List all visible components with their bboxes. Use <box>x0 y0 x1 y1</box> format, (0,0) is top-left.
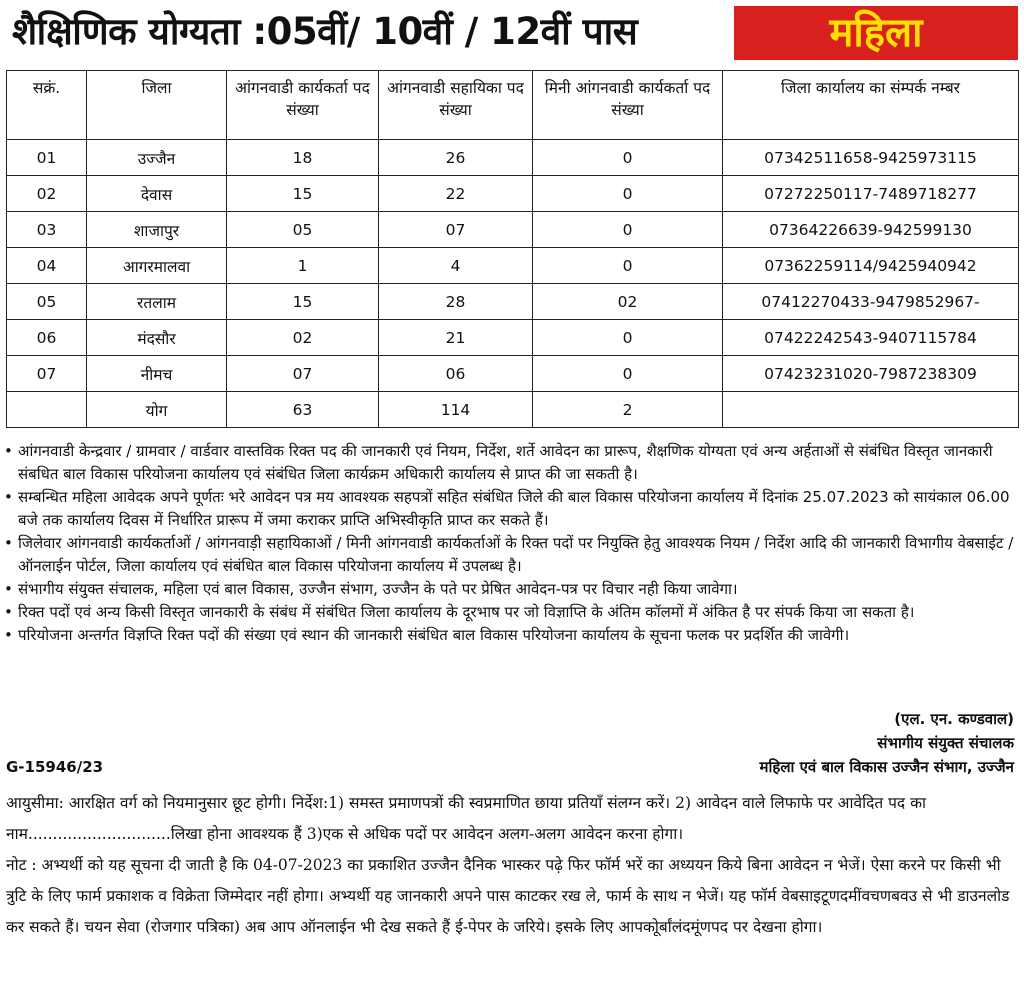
note-text: संभागीय संयुक्त संचालक, महिला एवं बाल विकास, उज्जैन संभाग, उज्जैन के पते पर प्रेषित आवेदन-पत्र पर विचार नही किया जावेगा। <box>18 580 738 598</box>
reference-number: G-15946/23 <box>6 758 104 776</box>
signatory-name: (एल. एन. कण्डवाल) <box>894 710 1014 728</box>
cell-serial: 07 <box>7 356 87 392</box>
note-text: परियोजना अन्तर्गत विज्ञप्ति रिक्त पदों की संख्या एवं स्थान की जानकारी संबंधित बाल विकास परियोजना कार्यालय के सूचना फलक पर प्रदर्शित की जावेगी। <box>18 626 850 644</box>
cell-district: उज्जैन <box>87 140 227 176</box>
cell-worker: 18 <box>227 140 379 176</box>
cell-total-label: योग <box>87 392 227 428</box>
cell-serial: 02 <box>7 176 87 212</box>
note-text: जिलेवार आंगनवाडी कार्यकर्ताओं / आंगनवाड़ी सहायिकाओं / मिनी आंगनवाडी कार्यकर्ताओं के रिक्त पदों पर नियुक्ति हेतु आवश्यक नियम / निर्देश आदि की जानकारी विभागीय वेबसाईट / ऑनलाईन पोर्टल, जिला कार्यालय एवं संबंधित बाल विकास परियोजना कार्यालय में उपलब्ध है। <box>18 534 1014 575</box>
cell-mini-total: 2 <box>533 392 723 428</box>
table-row <box>7 176 1019 212</box>
table-header-row <box>7 71 1019 140</box>
cell-helper-total: 114 <box>379 392 533 428</box>
cell-contact: 07272250117-7489718277 <box>723 176 1019 212</box>
cell-district: रतलाम <box>87 284 227 320</box>
cell-contact <box>723 392 1019 428</box>
cell-contact: 07422242543-9407115784 <box>723 320 1019 356</box>
cell-helper: 4 <box>379 248 533 284</box>
note-text: आंगनवाडी केन्द्रवार / ग्रामवार / वार्डवार वास्तविक रिक्त पद की जानकारी एवं नियम, निर्देश, शर्ते आवेदन का प्रारूप, शैक्षणिक योग्यता एवं अन्य अर्हताओं से संबंधित विस्तृत जानकारी संबधित बाल विकास परियोजना कार्यालय एवं संबंधित जिला कार्यक्रम अधिकारी कार्यालय से प्राप्त की जा सकती है। <box>18 442 993 483</box>
note-text: सम्बन्धित महिला आवेदक अपने पूर्णतः भरे आवेदन पत्र मय आवश्यक सहपत्रों सहित संबंधित जिले की बाल विकास परियोजना कार्यालय में दिनांक 25.07.2023 को सायंकाल 06.00 बजे तक कार्यालय दिवस में निर्धारित प्रारूप में जमा कराकर प्राप्ति अभिस्वीकृति प्राप्त कर सकते हैं। <box>18 488 1010 529</box>
mahila-badge <box>734 6 1018 60</box>
cell-mini: 0 <box>533 212 723 248</box>
cell-serial: 01 <box>7 140 87 176</box>
col-header-mini-worker-posts: मिनी आंगनवाडी कार्यकर्ता पद संख्या <box>533 71 723 140</box>
table-row <box>7 212 1019 248</box>
list-item: • परियोजना अन्तर्गत विज्ञप्ति रिक्त पदों की संख्या एवं स्थान की जानकारी संबंधित बाल विकास परियोजना कार्यालय के सूचना फलक पर प्रदर्शित की जावेगी। <box>4 624 1018 647</box>
cell-contact: 07364226639-942599130 <box>723 212 1019 248</box>
cell-worker-total: 63 <box>227 392 379 428</box>
list-item: • रिक्त पदों एवं अन्य किसी विस्तृत जानकारी के संबंध में संबंधित जिला कार्यालय के दूरभाष पर जो विज्ञाप्ति के अंतिम कॉलमों में अंकित है पर संपर्क किया जा सकता है। <box>4 601 1018 624</box>
vacancy-table <box>6 70 1019 428</box>
cell-serial: 06 <box>7 320 87 356</box>
cell-worker: 02 <box>227 320 379 356</box>
cell-helper: 06 <box>379 356 533 392</box>
cell-worker: 05 <box>227 212 379 248</box>
cell-helper: 07 <box>379 212 533 248</box>
cell-worker: 1 <box>227 248 379 284</box>
cell-mini: 0 <box>533 320 723 356</box>
list-item: • जिलेवार आंगनवाडी कार्यकर्ताओं / आंगनवाड़ी सहायिकाओं / मिनी आंगनवाडी कार्यकर्ताओं के रिक्त पदों पर नियुक्ति हेतु आवश्यक नियम / निर्देश आदि की जानकारी विभागीय वेबसाईट / ऑनलाईन पोर्टल, जिला कार्यालय एवं संबंधित बाल विकास परियोजना कार्यालय में उपलब्ध है। <box>4 532 1018 578</box>
cell-district: शाजापुर <box>87 212 227 248</box>
cell-mini: 0 <box>533 248 723 284</box>
cell-mini: 02 <box>533 284 723 320</box>
table-row <box>7 320 1019 356</box>
table-total-row <box>7 392 1019 428</box>
signatory-designation: संभागीय संयुक्त संचालक <box>877 734 1014 752</box>
col-header-district: जिला <box>87 71 227 140</box>
cell-contact: 07342511658-9425973115 <box>723 140 1019 176</box>
cell-contact: 07362259114/9425940942 <box>723 248 1019 284</box>
cell-mini: 0 <box>533 356 723 392</box>
cell-helper: 21 <box>379 320 533 356</box>
cell-worker: 15 <box>227 176 379 212</box>
cell-serial: 04 <box>7 248 87 284</box>
cell-worker: 15 <box>227 284 379 320</box>
table-row <box>7 356 1019 392</box>
cell-contact: 07412270433-9479852967- <box>723 284 1019 320</box>
table-row <box>7 140 1019 176</box>
col-header-worker-posts: आंगनवाडी कार्यकर्ता पद संख्या <box>227 71 379 140</box>
table-row <box>7 284 1019 320</box>
cell-helper: 26 <box>379 140 533 176</box>
cell-mini: 0 <box>533 176 723 212</box>
cell-district: मंदसौर <box>87 320 227 356</box>
cell-serial: 03 <box>7 212 87 248</box>
cell-helper: 28 <box>379 284 533 320</box>
signature-block <box>760 707 1014 779</box>
list-item: • आंगनवाडी केन्द्रवार / ग्रामवार / वार्डवार वास्तविक रिक्त पद की जानकारी एवं नियम, निर्देश, शर्ते आवेदन का प्रारूप, शैक्षणिक योग्यता एवं अन्य अर्हताओं से संबंधित विस्तृत जानकारी संबधित बाल विकास परियोजना कार्यालय एवं संबंधित जिला कार्यक्रम अधिकारी कार्यालय से प्राप्त की जा सकती है। <box>4 440 1018 486</box>
qualification-heading: शैक्षिणिक योग्यता :05वीं/ 10वीं / 12वीं पास <box>12 10 638 53</box>
cell-mini: 0 <box>533 140 723 176</box>
cell-serial: 05 <box>7 284 87 320</box>
col-header-helper-posts: आंगनवाडी सहायिका पद संख्या <box>379 71 533 140</box>
table-row <box>7 248 1019 284</box>
cell-worker: 07 <box>227 356 379 392</box>
list-item: • संभागीय संयुक्त संचालक, महिला एवं बाल विकास, उज्जैन संभाग, उज्जैन के पते पर प्रेषित आवेदन-पत्र पर विचार नही किया जावेगा। <box>4 578 1018 601</box>
cell-serial <box>7 392 87 428</box>
col-header-serial: सक्रं. <box>7 71 87 140</box>
note-paragraph: नोट : अभ्यर्थी को यह सूचना दी जाती है कि 04-07-2023 का प्रकाशित उज्जैन दैनिक भास्कर पढ़े फिर फॉर्म भरें का अध्ययन किये बिना आवेदन न भेजें। ऐसा करने पर किसी भी त्रुटि के लिए फार्म प्रकाशक व विक्रेता जिम्मेदार नहीं होगा। अभ्यर्थी यह जानकारी अपने पास काटकर रख ले, फार्म के साथ न भेजें। यह फॉर्म वेबसाइटूणदमींवचणबवउ से भी डाउनलोड कर सकते हैं। चयन सेवा (रोजगार पत्रिका) अब आप ऑनलाईन भी देख सकते हैं ई-पेपर के जरिये। इसके लिए आपकोूर्बांलंदमूंणपद पर देखना होगा। <box>6 856 1010 936</box>
age-limit-paragraph: आयुसीमा: आरक्षित वर्ग को नियमानुसार छूट होगी। निर्देश:1) समस्त प्रमाणपत्रों की स्वप्रमाणित छाया प्रतियाँ संलग्न करें। 2) आवेदन वाले लिफाफे पर आवेदित पद का नाम.............................लिखा होना आवश्यक हैं 3)एक से अधिक पदों पर आवेदन अलग-अलग आवेदन करना होगा। <box>6 794 926 843</box>
instructions-list <box>4 440 1018 647</box>
cell-district: आगरमालवा <box>87 248 227 284</box>
cell-helper: 22 <box>379 176 533 212</box>
cell-district: नीमच <box>87 356 227 392</box>
col-header-contact: जिला कार्यालय का संम्पर्क नम्बर <box>723 71 1019 140</box>
signatory-office: महिला एवं बाल विकास उज्जैन संभाग, उज्जैन <box>759 758 1014 776</box>
badge-text: महिला <box>829 10 923 56</box>
cell-contact: 07423231020-7987238309 <box>723 356 1019 392</box>
note-text: रिक्त पदों एवं अन्य किसी विस्तृत जानकारी के संबंध में संबंधित जिला कार्यालय के दूरभाष पर जो विज्ञाप्ति के अंतिम कॉलमों में अंकित है पर संपर्क किया जा सकता है। <box>18 603 915 621</box>
cell-district: देवास <box>87 176 227 212</box>
header <box>0 0 1024 66</box>
list-item: • सम्बन्धित महिला आवेदक अपने पूर्णतः भरे आवेदन पत्र मय आवश्यक सहपत्रों सहित संबंधित जिले की बाल विकास परियोजना कार्यालय में दिनांक 25.07.2023 को सायंकाल 06.00 बजे तक कार्यालय दिवस में निर्धारित प्रारूप में जमा कराकर प्राप्ति अभिस्वीकृति प्राप्त कर सकते हैं। <box>4 486 1018 532</box>
